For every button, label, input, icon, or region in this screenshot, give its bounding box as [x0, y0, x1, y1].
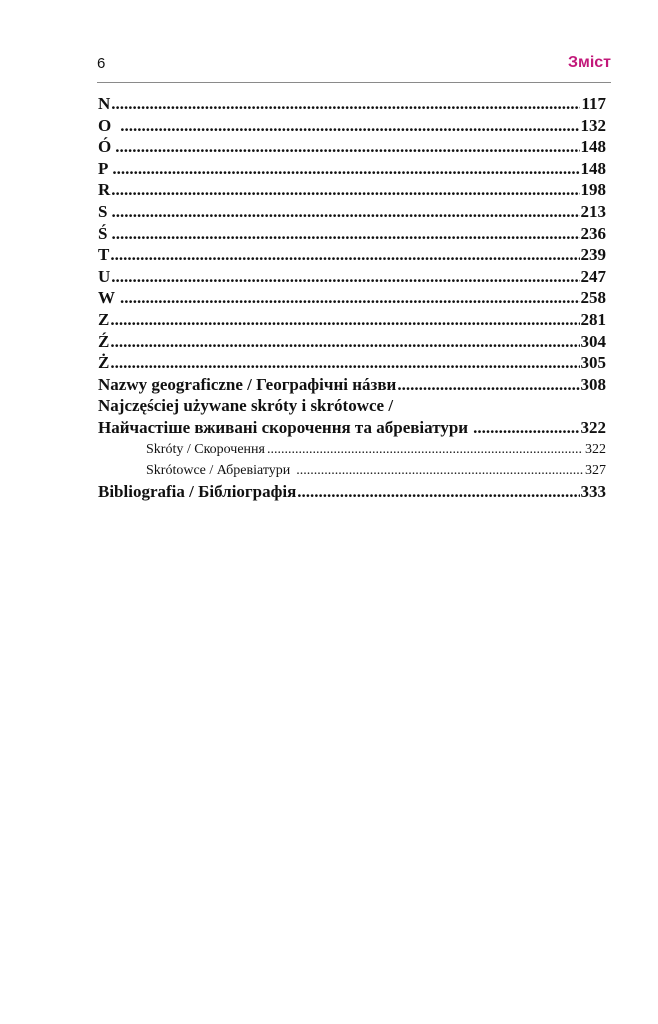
toc-entry-z-acute[interactable]: [98, 331, 606, 353]
toc-entry-page: 327: [585, 462, 606, 478]
toc-entry-label: Skróty / Скорочення: [146, 441, 265, 457]
toc-entry-label: N: [98, 94, 111, 113]
dot-leader: [111, 223, 579, 245]
toc-entry-page: 322: [580, 417, 606, 437]
toc-subentry-skroty[interactable]: [98, 439, 606, 460]
toc-entry-w[interactable]: [98, 287, 606, 309]
toc-entry-label: S: [98, 201, 108, 221]
toc-entry-label: U: [98, 266, 111, 286]
toc-entry-z[interactable]: [98, 309, 606, 331]
toc-entry-page: 239: [580, 245, 606, 265]
page-number: 6: [97, 55, 106, 72]
dot-leader: [296, 460, 583, 481]
toc-entry-page: 308: [580, 374, 606, 394]
toc-entry-page: 305: [580, 353, 606, 373]
toc-entry-n[interactable]: [98, 93, 606, 115]
toc-entry-page: 281: [580, 309, 606, 329]
toc-entry-label: Ź: [98, 331, 110, 351]
toc-entry-label: Z: [98, 309, 110, 329]
toc-entry-label: Bibliografia / Бібліографія: [98, 481, 297, 501]
toc-entry-o[interactable]: [98, 115, 606, 137]
toc-entry-r[interactable]: [98, 179, 606, 201]
toc-entry-geography[interactable]: [98, 374, 606, 396]
dot-leader: [110, 309, 579, 331]
toc-entry-label: W: [98, 288, 115, 308]
dot-leader: [112, 158, 579, 180]
toc-entry-label: P: [98, 158, 109, 178]
dot-leader: [120, 115, 579, 137]
toc-entry-page: 258: [580, 288, 606, 308]
dot-leader: [110, 331, 579, 353]
toc-entry-page: 148: [580, 137, 606, 157]
dot-leader: [111, 201, 579, 223]
toc-entry-p[interactable]: [98, 158, 606, 180]
toc-subentry-skrotowce[interactable]: [98, 460, 606, 481]
toc-entry-bibliography[interactable]: [98, 481, 606, 503]
dot-leader: [120, 287, 580, 309]
dot-leader: [267, 439, 583, 460]
dot-leader: [297, 481, 579, 503]
toc-entry-t[interactable]: [98, 244, 606, 266]
toc-entry-label: Skrótowce / Абревіатури: [146, 462, 291, 478]
toc-entry-label: Nazwy geograficzne / Географічні нáзви: [98, 374, 397, 394]
toc-entry-page: 236: [580, 223, 606, 243]
dot-leader: [110, 352, 579, 374]
toc-entry-abbreviations-title[interactable]: [98, 395, 606, 417]
toc-entry-label: Najczęściej używane skróty i skrótowce /: [98, 396, 394, 416]
dot-leader: [397, 374, 579, 396]
page-header: [97, 55, 611, 77]
dot-leader: [110, 244, 579, 266]
toc-entry-page: 198: [580, 180, 606, 200]
toc-entry-label: Ś: [98, 223, 108, 243]
dot-leader: [473, 417, 579, 439]
toc-entry-label: Найчастіше вживані скорочення та абревіатури: [98, 417, 469, 437]
toc-entry-page: 148: [580, 158, 606, 178]
toc-entry-s[interactable]: [98, 201, 606, 223]
toc-entry-page: 117: [581, 94, 606, 113]
table-of-contents: [98, 93, 606, 502]
toc-entry-label: Ż: [98, 353, 110, 373]
dot-leader: [111, 179, 579, 201]
toc-entry-abbreviations[interactable]: [98, 417, 606, 439]
toc-entry-page: 304: [580, 331, 606, 351]
section-title: Зміст: [567, 54, 611, 71]
toc-entry-o-acute[interactable]: [98, 136, 606, 158]
toc-entry-page: 247: [580, 266, 606, 286]
toc-entry-label: R: [98, 180, 111, 200]
toc-entry-page: 213: [580, 201, 606, 221]
toc-entry-page: 333: [580, 481, 606, 501]
toc-entry-s-acute[interactable]: [98, 223, 606, 245]
dot-leader: [111, 266, 579, 288]
header-divider: [97, 82, 611, 83]
toc-entry-page: 132: [580, 115, 606, 135]
toc-entry-u[interactable]: [98, 266, 606, 288]
toc-entry-z-dot[interactable]: [98, 352, 606, 374]
toc-entry-label: T: [98, 245, 110, 265]
dot-leader: [115, 136, 579, 158]
dot-leader: [111, 93, 580, 115]
toc-entry-label: O: [98, 115, 112, 135]
toc-entry-label: Ó: [98, 137, 112, 157]
toc-entry-page: 322: [585, 441, 606, 457]
